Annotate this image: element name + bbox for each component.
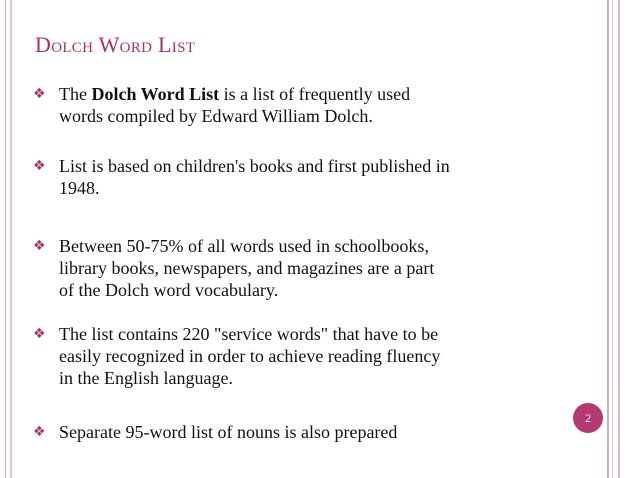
bullet-text: The list contains 220 "service words" that have to be easily recognized in order to achieve reading fluency in the English language. [59,324,441,388]
right-border-line [618,0,620,478]
diamond-bullet-icon: ❖ [33,326,46,342]
bullet-item [33,323,440,389]
left-border-line [5,0,6,478]
bullet-text: The Dolch Word List is a list of frequently used words compiled by Edward William Dolch. [59,84,411,126]
diamond-bullet-icon: ❖ [33,238,46,254]
diamond-bullet-icon: ❖ [33,158,46,174]
bullet-item [33,235,434,301]
diamond-bullet-icon: ❖ [33,424,46,440]
right-border-line [607,0,609,478]
bullet-text: Separate 95-word list of nouns is also prepared [59,422,398,442]
bullet-text: Between 50-75% of all words used in schoolbooks, library books, newspapers, and magazines are a part of the Dolch word vocabulary. [59,236,435,300]
diamond-bullet-icon: ❖ [33,86,46,102]
left-border-line [10,0,12,478]
bullet-item [33,421,397,443]
page-number-badge: 2 [573,403,603,433]
bold-term: Dolch Word List [91,84,220,104]
slide-title: Dolch Word List [35,32,196,57]
bullet-item [33,155,450,199]
bullet-item [33,83,410,127]
bullet-text: List is based on children's books and first published in 1948. [59,156,450,198]
right-border-line [612,0,613,478]
